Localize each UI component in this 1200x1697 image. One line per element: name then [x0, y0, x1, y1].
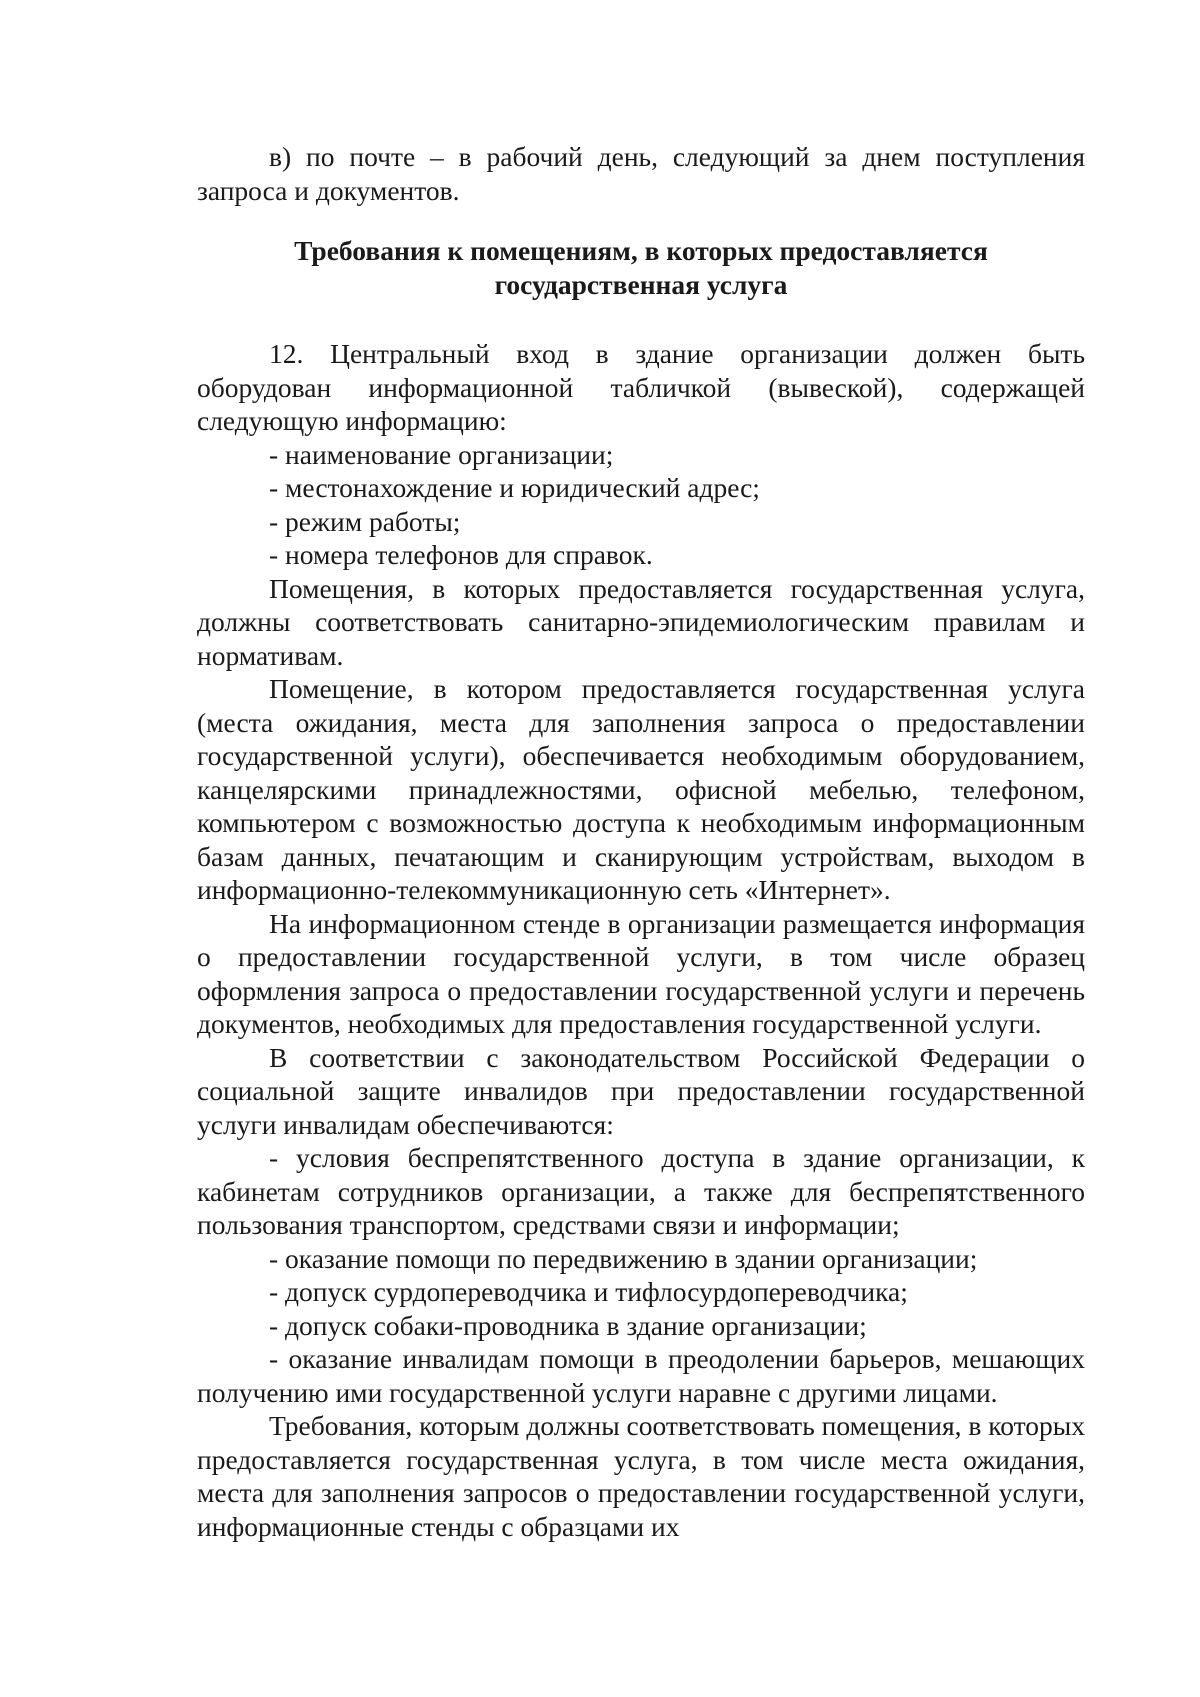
list-item: - условия беспрепятственного доступа в здание организации, к кабинетам сотрудников организации, а также для беспрепятственного пользования транспортом, средствами связи и информации;	[197, 1142, 1085, 1240]
list-item: - номера телефонов для справок.	[269, 539, 653, 570]
heading-line-2: государственная услуга	[494, 268, 788, 300]
heading-line-1: Требования к помещениям, в которых предоставляется	[294, 235, 988, 266]
paragraph-room: Помещение, в котором предоставляется государственная услуга (места ожидания, места для заполнения запроса о предоставлении государственной услуги), обеспечивается необходимым оборудованием, канцелярскими принадлежностями, офисной мебелью, телефоном, компьютером с возможностью доступа к необходимым информационным базам данных, печатающим и сканирующим устройствам, выходом в информационно-телекоммуникационную сеть «Интернет».	[197, 673, 1085, 905]
section-body	[197, 337, 1085, 1543]
list-item: - допуск сурдопереводчика и тифлосурдопереводчика;	[269, 1276, 908, 1307]
intro-block	[197, 140, 1085, 207]
list-item: - режим работы;	[269, 505, 461, 537]
list-item: - наименование организации;	[269, 438, 614, 470]
paragraph-requirements: Требования, которым должны соответствовать помещения, в которых предоставляется государственная услуга, в том числе места ожидания, места для заполнения запросов о предоставлении государственной услуги, информационные стенды с образцами их	[197, 1410, 1085, 1542]
paragraph-12: 12. Центральный вход в здание организации должен быть оборудован информационной табличкой (вывеской), содержащей следующую информацию:	[197, 338, 1085, 436]
list-item: - оказание инвалидам помощи в преодолении барьеров, мешающих получению ими государственной услуги наравне с другими лицами.	[197, 1343, 1085, 1408]
list-item: - оказание помощи по передвижению в здании организации;	[269, 1242, 978, 1274]
paragraph-item-v: в) по почте – в рабочий день, следующий за днем поступления запроса и документов.	[197, 141, 1085, 206]
list-item: - местонахождение и юридический адрес;	[269, 472, 760, 503]
paragraph-law: В соответствии с законодательством Российской Федерации о социальной защите инвалидов при предоставлении государственной услуги инвалидам обеспечиваются:	[197, 1041, 1085, 1140]
list-item: - допуск собаки-проводника в здание организации;	[269, 1309, 867, 1341]
section-heading	[197, 234, 1085, 301]
paragraph-rooms: Помещения, в которых предоставляется государственная услуга, должны соответствовать санитарно-эпидемиологическим правилам и нормативам.	[197, 572, 1085, 671]
paragraph-stand: На информационном стенде в организации размещается информация о предоставлении государственной услуги, в том числе образец оформления запроса о предоставлении государственной услуги и перечень документов, необходимых для предоставления государственной услуги.	[197, 907, 1085, 1039]
